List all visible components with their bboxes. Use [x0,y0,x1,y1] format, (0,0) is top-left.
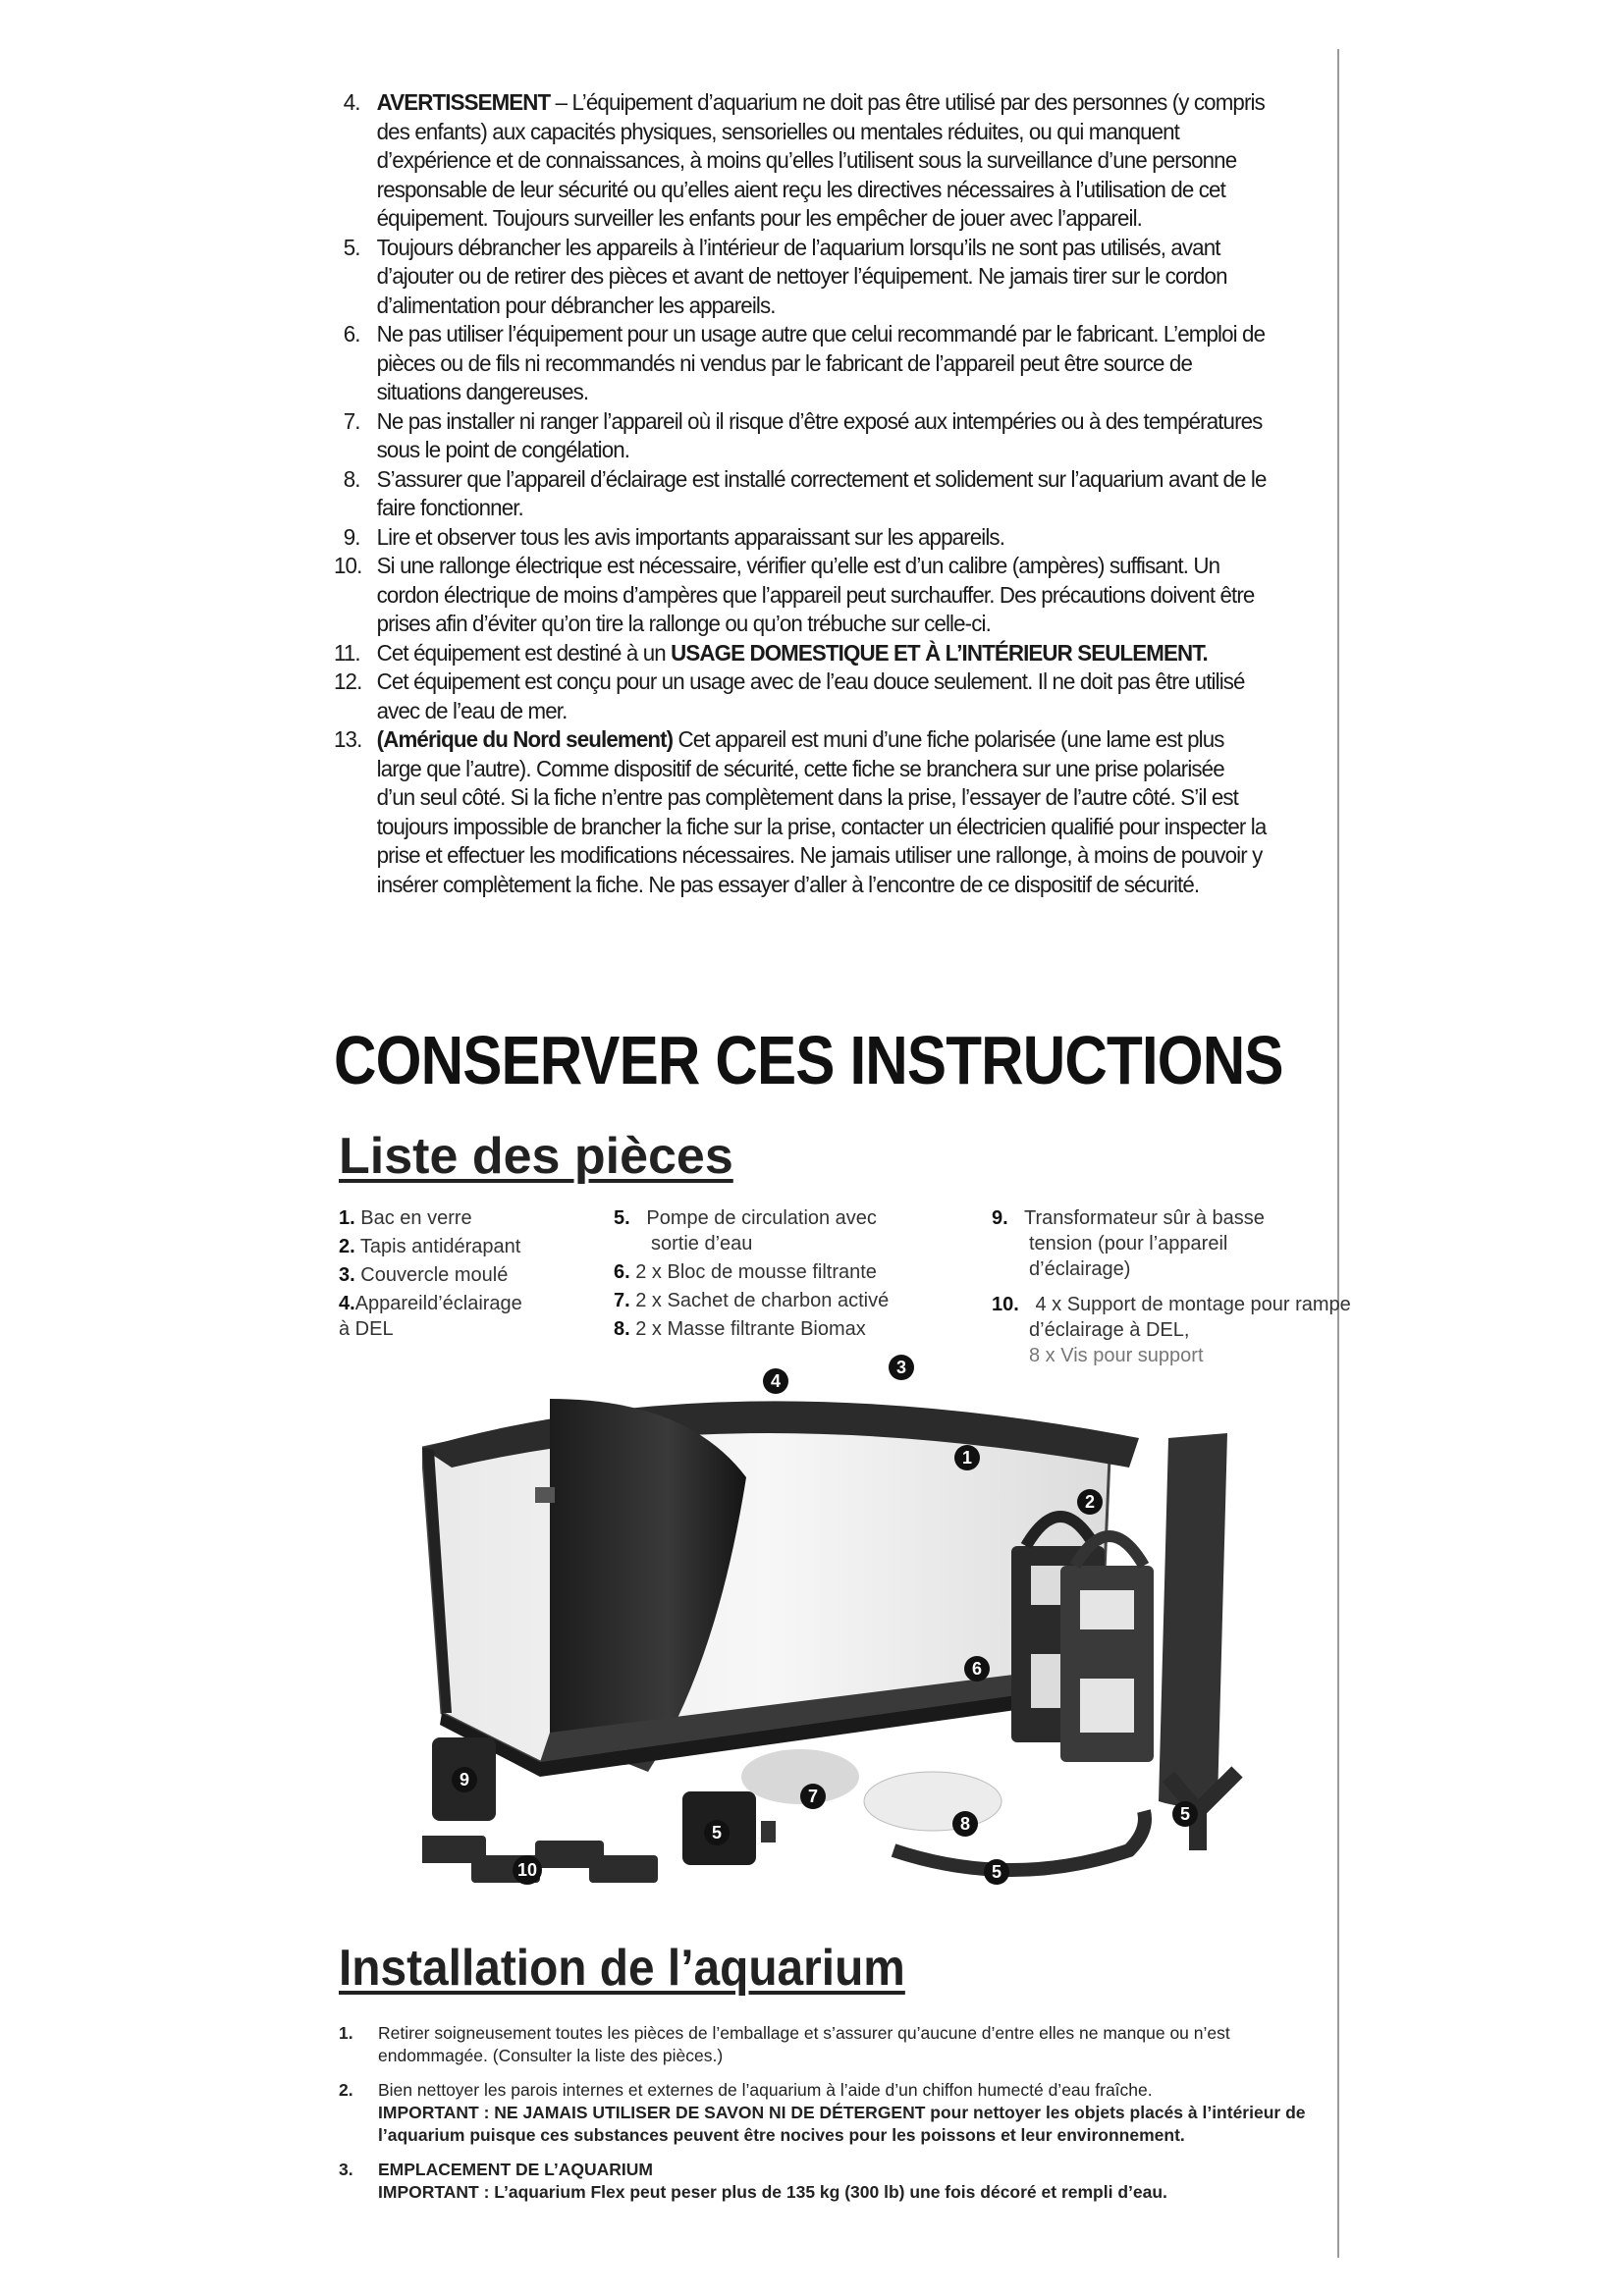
svg-text:5: 5 [711,1823,723,1842]
parts-list-heading: Liste des pièces [339,1128,733,1185]
foam-blocks-icon [1011,1517,1154,1762]
warning-item: 13. (Amérique du Nord seulement) Cet appareil est muni d’une fiche polarisée (une lame est plus large que l’autre). Comme dispositif de sécurité, cette fiche se branchera sur une prise polarisée d’un seul côté. Si la fiche n’entre pas complètement dans la prise, l’essayer de l’autre côté. S’il est toujours impossible de brancher la fiche sur la prise, contacter un électricien qualifié pour inspecter la prise et effectuer les modifications nécessaires. Ne jamais utiliser une rallonge, à moins de pouvoir y insérer complètement la fiche. Ne pas essayer d’aller à l’encontre de ce dispositif de sécurité. [334,726,1267,897]
badge-7 [800,1784,826,1809]
part-item: 3. Couvercle moulé [339,1264,509,1286]
part-item: 6. 2 x Bloc de mousse filtrante [614,1261,877,1283]
carbon-bag-icon [741,1749,859,1804]
warning-item: 8. S’assurer que l’appareil d’éclairage est installé correctement et solidement sur l’aquarium avant de le faire fonctionner. [343,465,1267,520]
svg-text:4: 4 [770,1371,782,1391]
part-item: 4.Appareild’éclairage à DEL [339,1293,522,1340]
badge-6 [964,1656,990,1682]
installation-step: 2. Bien nettoyer les parois internes et externes de l’aquarium à l’aide d’un chiffon humecté d’eau fraîche. IMPORTANT : NE JAMAIS UTILISER DE SAVON NI DE DÉTERGENT pour nettoyer les objets placés à l’intérieur de l’aquarium puisque ces substances peuvent être nocives pour les poissons et leur environnement. [339,2080,1306,2145]
warning-item: 7. Ne pas installer ni ranger l’appareil où il risque d’être exposé aux intempéries ou à des températures sous le point de congélation. [343,407,1263,462]
part-item: 5. Pompe de circulation avec sortie d’eau [614,1207,877,1255]
badge-5b [984,1859,1009,1885]
badge-3 [889,1355,914,1380]
svg-text:1: 1 [961,1448,973,1468]
svg-text:9: 9 [459,1770,470,1789]
page-divider [1337,49,1339,2258]
biomax-bag-icon [864,1772,1001,1831]
keep-instructions-heading: CONSERVER CES INSTRUCTIONS [334,1022,1283,1098]
pump-icon [682,1791,776,1865]
aquarium-parts-illustration [422,1340,1335,1899]
svg-text:7: 7 [807,1787,819,1806]
svg-text:8: 8 [959,1814,971,1834]
part-item: 2. Tapis antidérapant [339,1236,521,1257]
warning-item: 10. Si une rallonge électrique est nécessaire, vérifier qu’elle est d’un calibre (ampères) suffisant. Un cordon électrique de moins d’ampères que l’appareil peut surchauffer. Des précautions doivent être prises afin d’éviter qu’on tire la rallonge ou qu’on trébuche sur celle-ci. [334,553,1255,636]
parts-column-2 [614,1205,938,1345]
badge-5a [704,1820,730,1845]
part-item: 7. 2 x Sachet de charbon activé [614,1290,890,1311]
warning-item: 9. Lire et observer tous les avis importants apparaissant sur les appareils. [343,523,1005,550]
anti-slip-mat-icon [1159,1433,1227,1806]
svg-text:3: 3 [895,1358,907,1377]
installation-steps [339,2022,1311,2216]
part-item: 10. 4 x Support de montage pour rampe d’éclairage à DEL, 8 x Vis pour support [992,1294,1351,1366]
warning-item: 12. Cet équipement est conçu pour un usage avec de l’eau douce seulement. Il ne doit pas être utilisé avec de l’eau de mer. [334,668,1245,723]
badge-8 [952,1811,978,1837]
part-item: 8. 2 x Masse filtrante Biomax [614,1318,866,1340]
svg-text:5: 5 [1179,1804,1191,1824]
badge-9 [452,1767,477,1792]
warning-item: 6. Ne pas utiliser l’équipement pour un usage autre que celui recommandé par le fabricant. L’emploi de pièces ou de fils ni recommandés ni vendus par le fabricant de l’appareil peut être source de situations dangereuses. [343,321,1266,404]
svg-text:2: 2 [1084,1492,1096,1512]
installation-step: 3. EMPLACEMENT DE L’AQUARIUM IMPORTANT : L’aquarium Flex peut peser plus de 135 kg (300 lb) une fois décoré et rempli d’eau. [339,2160,1167,2202]
warning-item: 5. Toujours débrancher les appareils à l’intérieur de l’aquarium lorsqu’ils ne sont pas utilisés, avant d’ajouter ou de retirer des pièces et avant de nettoyer l’équipement. Ne jamais tirer sur le cordon d’alimentation pour débrancher les appareils. [343,234,1227,318]
badge-4 [763,1368,788,1394]
svg-text:6: 6 [971,1659,983,1679]
warning-item: 11. Cet équipement est destiné à un USAGE DOMESTIQUE ET À L’INTÉRIEUR SEULEMENT. [334,639,1208,666]
badge-2 [1077,1489,1103,1515]
badge-1 [954,1445,980,1470]
warning-item: 4. AVERTISSEMENT – L’équipement d’aquarium ne doit pas être utilisé par des personnes (y compris des enfants) aux capacités physiques, sensorielles ou mentales réduites, ou qui manquent d’expérience et de connaissances, à moins qu’elles l’utilisent sous la surveillance d’une personne responsable de leur sécurité ou qu’elles aient reçu les directives nécessaires à l’utilisation de cet équipement. Toujours surveiller les enfants pour les empêcher de jouer avec l’appareil. [343,89,1265,231]
part-item: 9. Transformateur sûr à basse tension (pour l’appareil d’éclairage) [992,1207,1265,1280]
badge-5c [1172,1801,1198,1827]
badge-10 [513,1855,542,1885]
svg-text:5: 5 [991,1862,1002,1882]
installation-heading: Installation de l’aquarium [339,1940,905,1997]
installation-step: 1. Retirer soigneusement toutes les pièces de l’emballage et s’assurer qu’aucune d’entre elles ne manque ou n’est endommagée. (Consulter la liste des pièces.) [339,2023,1230,2065]
parts-column-1 [339,1205,594,1345]
safety-warnings-list [334,88,1268,899]
svg-text:10: 10 [516,1860,538,1880]
part-item: 1. Bac en verre [339,1207,472,1229]
